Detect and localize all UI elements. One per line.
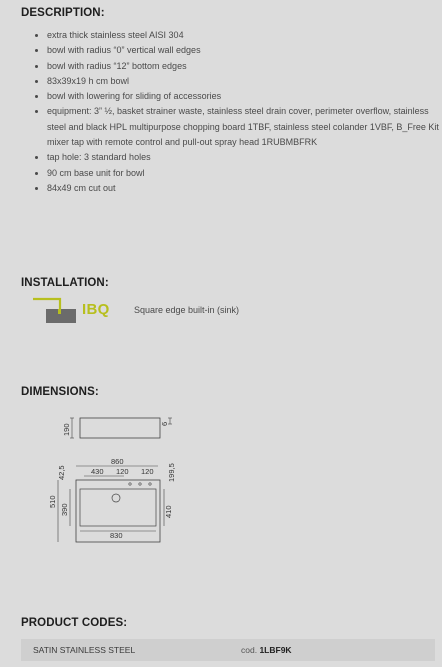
built-in-sink-icon [30, 297, 80, 325]
product-codes-title: PRODUCT CODES: [21, 617, 128, 629]
dimensions-drawing [44, 410, 184, 546]
description-list [35, 28, 442, 196]
dim-top-offset-label: 42,5 [57, 465, 66, 480]
dim-left-label: 430 [91, 467, 104, 476]
description-item: • bowl with radius “12” bottom edges [47, 59, 442, 74]
product-finish-name: SATIN STAINLESS STEEL [33, 645, 136, 655]
top-view [48, 457, 176, 542]
description-item: • 83x39x19 h cm bowl [47, 74, 442, 89]
description-item: • bowl with lowering for sliding of accessories [47, 89, 442, 104]
installation-title: INSTALLATION: [21, 277, 109, 289]
description-title: DESCRIPTION: [21, 7, 105, 19]
description-item: • equipment: 3” ½, basket strainer waste, stainless steel drain cover, perimeter overflow, stainless steel and black HPL multipurpose chopping board 1TBF, stainless steel colander 1VBF, B_Free Kit mixer tap with remote control and pull-out spray head 1RUBMBFRK [47, 104, 442, 150]
description-item: • tap hole: 3 standard holes [47, 150, 442, 165]
dim-depth-total-label: 510 [48, 495, 57, 508]
dimensions-title: DIMENSIONS: [21, 386, 99, 398]
dim-right-offset-label: 199,5 [167, 463, 176, 482]
product-code-prefix: cod. [241, 645, 258, 655]
dim-total-width-label: 860 [111, 457, 124, 466]
installation-row [30, 297, 410, 325]
product-code [241, 645, 292, 655]
description-item: • extra thick stainless steel AISI 304 [47, 28, 442, 43]
dim-height-label: 190 [62, 423, 71, 436]
side-profile [62, 418, 172, 438]
dim-spacing-a-label: 120 [116, 467, 129, 476]
dim-spacing-b-label: 120 [141, 467, 154, 476]
description-item: • 84x49 cm cut out [47, 181, 442, 196]
product-code-value: 1LBF9K [259, 645, 292, 655]
dim-depth-right-label: 410 [164, 505, 173, 518]
dim-bowl-width-label: 830 [110, 531, 123, 540]
description-item: • bowl with radius “0” vertical wall edges [47, 43, 442, 58]
dim-edge-label: 6 [160, 421, 169, 426]
dim-depth-inner-label: 390 [60, 503, 69, 516]
installation-code: IBQ [82, 301, 110, 318]
product-code-row [21, 639, 435, 661]
installation-text: Square edge built-in (sink) [134, 305, 240, 315]
description-item: • 90 cm base unit for bowl [47, 166, 442, 181]
